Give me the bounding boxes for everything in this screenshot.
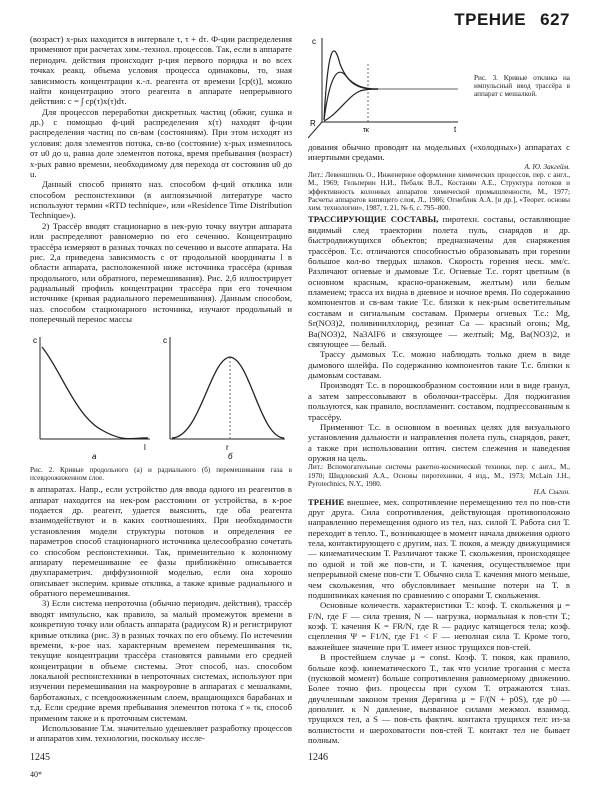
bibliography-2: Лит.: Вспомогательные системы ракетно-космической техники, пер. с англ., М., 1970; Шидловский А.А., Основы пиротехники, 4 изд., М., 1973; McLain J.H., Pyrotechnics, N.Y., 1980. [308, 463, 570, 489]
author-2: Н.А. Сыгин. [533, 488, 570, 497]
figure-3-caption: Рис. 3. Кривые отклика на импульсный ввод трассёра в аппарат с мешалкой. [474, 74, 570, 99]
fig3-curve-3 [324, 89, 378, 121]
fig2b-curve [172, 357, 284, 438]
fig2b-axis-c: c [163, 335, 167, 345]
fig2a-curve [42, 347, 148, 439]
left-page-number: 1245 [30, 752, 50, 763]
left-paragraph-6: 3) Если система непроточна (обычно периодич. действия), трассёр вводят импульсно, как правило, за малый промежуток времени в конкретную точку или область аппарата (радиусом R) и регистрируют кривые отклика (рис. 3) в разных точках по его объему. По истечении времени, к-рое наз. характерным временем перемешивания τк, текущие концентрации трассёра становятся равными его средней концентрации в объеме системы. Этот способ, наз. способом локальной респонстехники в непроточных системах, используют при изучении перемешивания на макроуровне в аппаратах с мешалками, барботажных, с псевдоожиженным слоем, вращающихся барабанах и т.д. Если средние время пребывания элементов потока τ̄ » τк, способ применим также и к проточным системам. [30, 598, 292, 723]
fig2b-label: б [228, 451, 233, 461]
fig2a-label: а [92, 451, 97, 461]
left-column [30, 34, 292, 744]
right-paragraph-8: В простейшем случае μ = const. Коэф. Т. покоя, как правило, больше коэф. кинематического Т., так что усилие трогания с места (пусковой момент) больше сопротивления равномерному движению. Более точно физ. процессы при сухом Т. отражаются т.наз. двучленным законом трения Дерягина μ = F/(N + p0S), где p0 — дополнит. к N давление, вызванное силами межмол. взаимод. трущихся тел, а S — пов-сть фактич. контакта трущихся тел: из-за волнистости и шероховатости пов-стей Т. контакт тел не бывает полным. [308, 652, 570, 746]
right-paragraph-5: Применяют Т.с. в основном в военных целях для визуального установления дальности и направления полета пуль, снарядов, ракет, а также при использовании оптич. систем слежения и наведения оружия на цель. [308, 421, 570, 464]
right-page-number: 1246 [308, 752, 328, 763]
left-paragraph-4: 2) Трассёр вводят стационарно в нек-рую точку внутри аппарата или распределяют равномерно по его сечению. Концентрацию трассёра измеряют в разных точках по сечению и высоте аппарата. На рис. 2,а приведена зависимость с от продольной координаты l в области аппарата, расположенной ниже источника трассёра (кривая продольного, или обратного, перемешивания). Рис. 2,б иллюстрирует радиальный профиль концентрации трассёра при его точечном источнике (кривая радиального перемешивания). Данным способом, наз. способом стационарного источника, изучают продольный и поперечный перенос массы [30, 220, 292, 325]
fig3-axis-c: c [312, 37, 316, 46]
entry-title-trassiruyushie: ТРАССИРУЮЩИЕ СОСТАВЫ, [308, 214, 439, 225]
right-paragraph-3: Трассу дымовых Т.с. можно наблюдать только днем в виде дымового шлейфа. По содержанию компонентов такие Т.с. близки к дымовым составам. [308, 349, 570, 381]
right-paragraph-4: Производят Т.с. в порошкообразном состоянии или в виде гранул, а затем запрессовывают в оболочки-трассёры. Для поджигания пользуются, как правило, воспламенит. составом, подпрессованным к трассёру. [308, 380, 570, 422]
left-paragraph-1: (возраст) x-рых находится в интервале τ, τ + dτ. Ф-ции распределения применяют при расчетах хим.-технол. процессов. Так, если в аппарате периодич. действия происходит р-ция первого порядка и во всех точках реакц. объема условия процесса одинаковы, то, зная зависимость концентрации к.-л. реагента от времени [cp(t)], можно найти концентрацию этого реагента в аппарате непрерывного действия: c = ∫ cp(τ)x(τ)dτ. [30, 34, 292, 107]
fig3-curve-2 [324, 72, 378, 120]
bibliography-1: Лит.: Левеншпиль О., Инженерное оформление химических процессов, пер. с англ., М., 1969; Гельперин Н.И., Пебалк В.Л., Костанян А.Е., Структура потоков и эффективность колонных аппаратов химической промышленности, М., 1977; Расчеты аппаратов кипящего слоя, Л., 1986; Огнеблик А.А. [и др.], «Теорет. основы хим. технологии», 1987, т. 21, № 6, с. 795–800. [308, 170, 570, 213]
left-paragraph-7: Использование Т.м. значительно удешевляет разработку процессов и аппаратов хим. технологии, поскольку иссле- [30, 722, 292, 744]
running-header [454, 10, 570, 30]
header-title: ТРЕНИЕ [454, 10, 527, 29]
left-paragraph-2: Для процессов переработки дискретных частиц (обжиг, сушка и др.) с помощью ф-ций распределения x(τ) находят ф-ции распределения частиц по св-вам (состояниям). При этом исходят из условия: доля элементов потока, св-во (состояние) x-рых изменилось от u0 до u, равна доле элементов потока, время пребывания (возраст) x-рых равно времени, необходимому для перехода от состояния u0 до u. [30, 106, 292, 179]
figure-2 [30, 329, 292, 483]
fig3-axis-R: R [310, 119, 316, 128]
figure-2a [33, 336, 150, 461]
fig3-curve-1 [324, 51, 378, 120]
fig3-tk-label: τк [363, 127, 369, 134]
right-column [308, 34, 570, 746]
figure-3 [308, 34, 570, 142]
figure-3-plot [308, 34, 468, 142]
figure-2-plot [30, 329, 292, 464]
figure-2b [163, 336, 285, 461]
signature-stamp: 40* [30, 770, 42, 779]
left-paragraph-3: Данный способ принято наз. способом ф-ций отклика или способом респонстехники (в англоязычной литературе часто используют термин «RTD technique», или «Residence Time Distribution Technique»). [30, 179, 292, 221]
right-paragraph-7: Основные количеств. характеристики Т.: коэф. Т. скольжения μ = F/N, где F — сила трения, N — нагрузка, нормальная к пов-сти Т.; коэф. Т. качения K = FR/N, где R — радиус катящегося тела; коэф. сцепления Ψ = F1/N, где F1 < F — неполная сила Т. Кроме того, важнейшее значение при Т. имеет износ трущихся пов-стей. [308, 600, 570, 652]
left-paragraph-5: в аппаратах. Напр., если устройство для ввода одного из реагентов в аппарат находится на нек-ром расстоянии от устройства, в к-рое подается др. реагент, удается выяснить, где оба реагента взаимодействуют и в каких соотношениях. При необходимости установления модели структуры потоков и определения ее параметров способ стационарного источника целесообразно сочетать со способом респонстехники. Так, применительно к колонному аппарату перемешивание ее фазы приближённо описывается двухпараметрич. диффузионной моделью, если она хорошо описывает эксперим. кривые отклика, а также кривые радиального и обратного перемешивания. [30, 484, 292, 599]
fig2b-axis-r: r [226, 442, 229, 452]
right-paragraph-6: внешнее, мех. сопротивление перемещению тел по пов-сти друг друга. Сила сопротивления, действующая противоположно направлению перемещения одного из тел, наз. силой Т. Работа сил Т. переходит в тепло. Т., возникающее в момент начала движения одного тела, контактирующего с другим, наз. Т. покоя, а между движущимися — кинематическим Т. Различают также Т. скольжения, происходящее по одной и той же пов-сти, и Т. качения, осуществляемое при непрерывной смене пов-сти Т. Обычно сила Т. качения много меньше, чем скольжения, что обусловливает меньшие потери на Т. в подшипниках качения по сравнению с опорами Т. скольжения. [308, 496, 570, 600]
fig2a-axis-c: c [33, 335, 37, 345]
entry-title-trenie: ТРЕНИЕ [308, 496, 345, 507]
fig2a-axis-l: l [144, 442, 146, 452]
right-paragraph-1: дования обычно проводят на модельных («холодных») аппаратах с инертными средами. [308, 142, 570, 163]
figure-2-caption: Рис. 2. Кривые продольного (а) и радиального (б) перемешивания газа в псевдоожиженном слое. [30, 465, 292, 483]
author-1: А. Ю. Закгейм. [524, 162, 570, 171]
fig3-axis-t: t [454, 125, 457, 134]
right-paragraph-2: пиротехн. составы, оставляющие видимый след траектории полета пуль, снарядов и др. быстродвижущихся объектов; предназначены для снаряжения трассёров. Т.с. отличаются способностью образовывать при горении большое кол-во твердых шлаков. Скорость горения неск. мм/с. Различают огневые и дымовые Т.с. Огневые Т.с. горят цветным (в основном красным, красно-оранжевым, желтым) или белым пламенем; трасса их видна в дневное и ночное время. По содержанию компонентов и св-вам такие Т.с. близки к нек-рым осветительным составам и сигнальным составам. Примеры огневых Т.с.: Mg, Sr(NO3)2, поливинилхлорид, резинат Са — красный огонь; Mg, Ba(NO3)2, Na3AlF6 и связующее — желтый; Mg, Ba(NO3)2, и связующее — белый. [308, 214, 570, 349]
header-page-number: 627 [540, 10, 570, 29]
